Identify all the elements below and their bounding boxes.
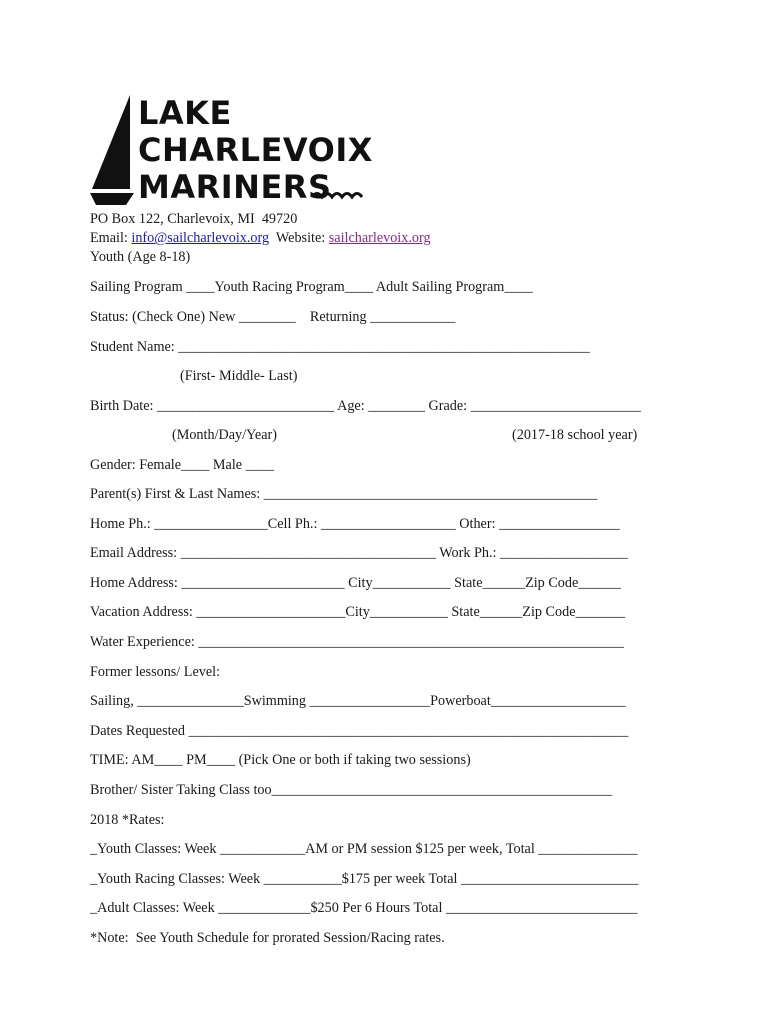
former-lessons-label: Former lessons/ Level: — [90, 664, 221, 680]
parent-names-field[interactable]: Parent(s) First & Last Names: _______________________________________________ — [90, 486, 598, 502]
mailing-address: PO Box 122, Charlevoix, MI 49720 — [90, 211, 298, 227]
time-selection-field[interactable]: TIME: AM____ PM____ (Pick One or both if taking two sessions) — [90, 752, 471, 768]
website-label: Website: — [269, 230, 329, 246]
youth-age-heading: Youth (Age 8-18) — [90, 249, 191, 265]
school-year-hint: (2017-18 school year) — [512, 427, 638, 443]
status-field[interactable]: Status: (Check One) New ________ Returning ____________ — [90, 309, 456, 325]
home-address-field[interactable]: Home Address: _______________________ City___________ State______Zip Code______ — [90, 575, 621, 591]
program-selection[interactable]: Sailing Program ____Youth Racing Program____ Adult Sailing Program____ — [90, 279, 533, 295]
youth-classes-rate[interactable]: _Youth Classes: Week ____________AM or PM session $125 per week, Total ______________ — [90, 841, 638, 857]
adult-classes-rate[interactable]: _Adult Classes: Week _____________$250 Per 6 Hours Total ___________________________ — [90, 900, 638, 916]
phone-fields[interactable]: Home Ph.: ________________Cell Ph.: ___________________ Other: _________________ — [90, 516, 620, 532]
birth-age-grade-field[interactable]: Birth Date: _________________________ Age: ________ Grade: ________________________ — [90, 398, 641, 414]
sibling-field[interactable]: Brother/ Sister Taking Class too________________________________________________ — [90, 782, 613, 798]
logo-line-lake: LAKE — [138, 94, 232, 132]
email-work-phone-field[interactable]: Email Address: ____________________________________ Work Ph.: __________________ — [90, 545, 628, 561]
lesson-level-fields[interactable]: Sailing, _______________Swimming _________________Powerboat___________________ — [90, 693, 626, 709]
water-experience-field[interactable]: Water Experience: ____________________________________________________________ — [90, 634, 624, 650]
student-name-field[interactable]: Student Name: __________________________________________________________ — [90, 339, 590, 355]
date-format-hint: (Month/Day/Year) — [172, 427, 277, 443]
email-link[interactable]: info@sailcharlevoix.org — [131, 230, 270, 246]
email-label: Email: — [90, 230, 132, 246]
youth-racing-rate[interactable]: _Youth Racing Classes: Week ___________$175 per week Total _________________________ — [90, 871, 639, 887]
contact-line — [90, 229, 431, 247]
dates-requested-field[interactable]: Dates Requested ______________________________________________________________ — [90, 723, 629, 739]
rates-heading: 2018 *Rates: — [90, 812, 165, 828]
name-format-hint: (First- Middle- Last) — [180, 368, 298, 384]
vacation-address-field[interactable]: Vacation Address: _____________________City___________ State______Zip Code_______ — [90, 604, 626, 620]
logo-line-charlevoix: CHARLEVOIX — [138, 131, 373, 169]
gender-field[interactable]: Gender: Female____ Male ____ — [90, 457, 274, 473]
logo-line-mariners: MARINERS — [138, 168, 332, 206]
logo — [90, 93, 373, 206]
schedule-note: *Note: See Youth Schedule for prorated Session/Racing rates. — [90, 930, 445, 946]
website-link[interactable]: sailcharlevoix.org — [328, 230, 431, 246]
